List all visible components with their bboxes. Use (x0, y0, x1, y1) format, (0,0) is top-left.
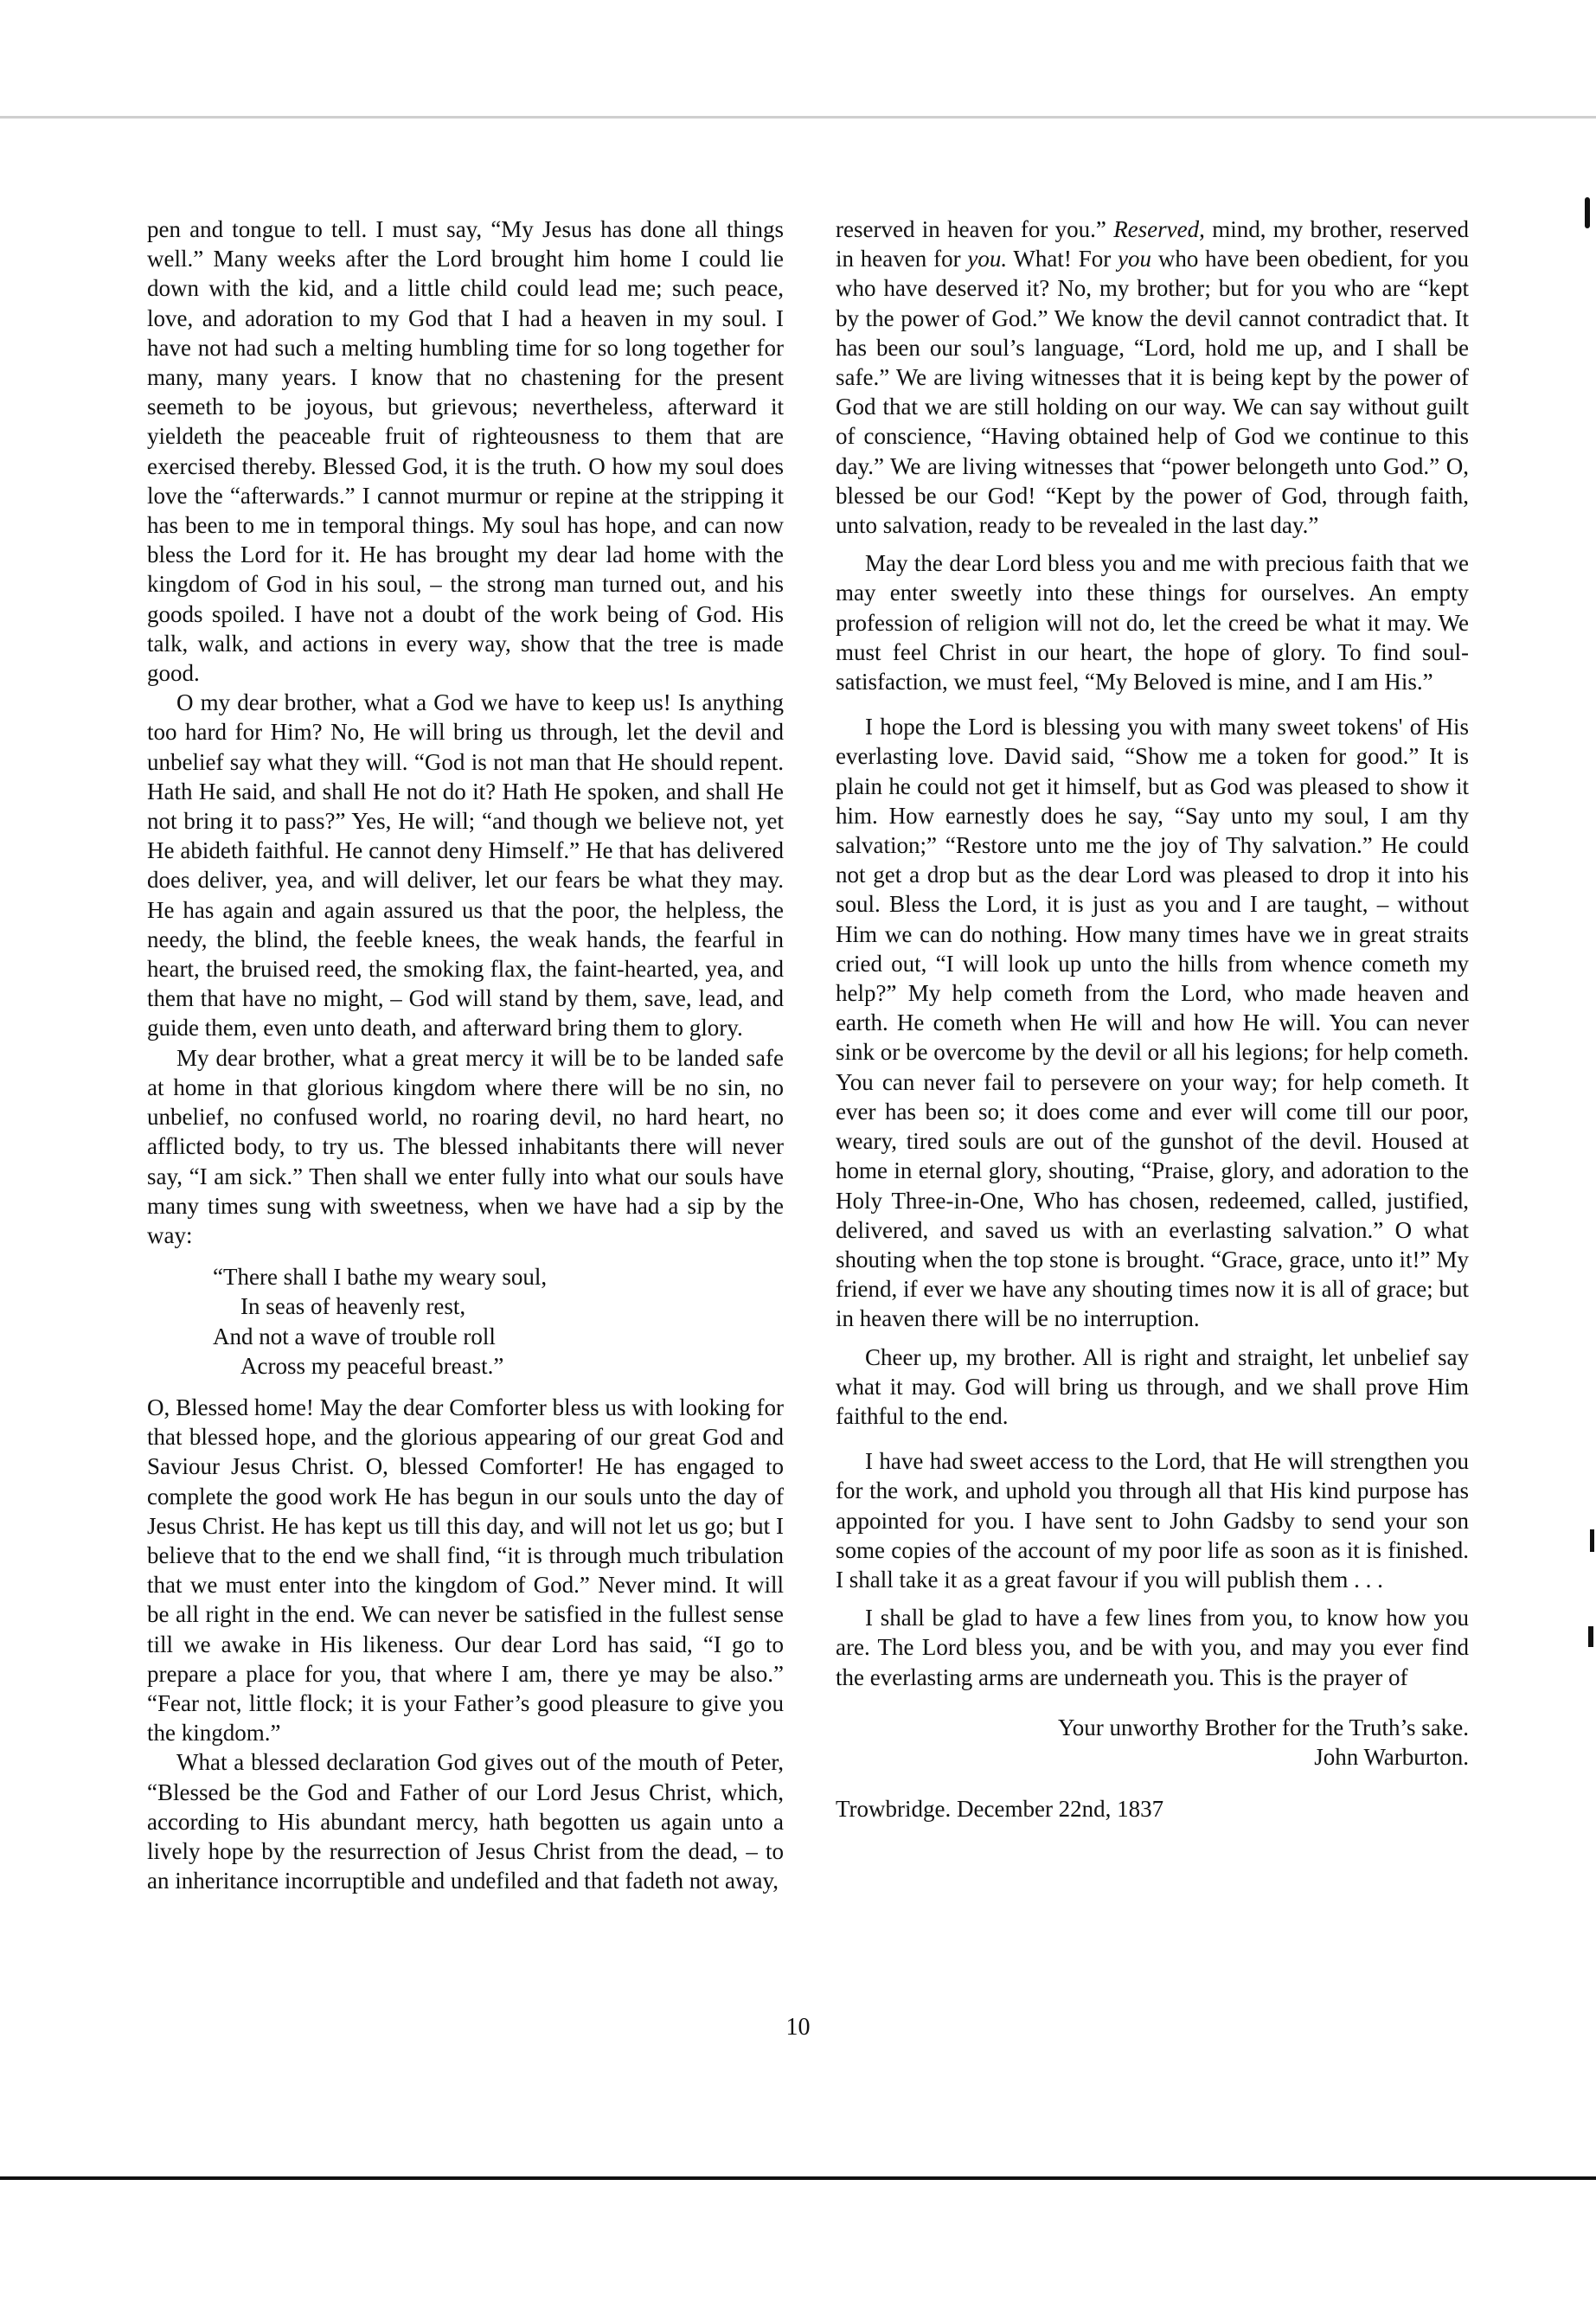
paragraph: Cheer up, my brother. All is right and straight, let unbelief say what it may. God will bring us through, and we shall prove Him faithful to the end. (836, 1343, 1469, 1429)
paragraph: What a blessed declaration God gives out of the mouth of Peter, “Blessed be the God and Father of our Lord Jesus Christ, which, according to His abundant mercy, hath begotten us again unto a lively hope by the resurrection of Jesus Christ from the dead, – to an inheritance incorruptible and undefiled and that fadeth not away, (147, 1749, 784, 1894)
emphasis: you. (967, 246, 1008, 272)
paragraph: My dear brother, what a great mercy it will be to be landed safe at home in that glorious kingdom where there will be no sin, no unbelief, no confused world, no roaring devil, no hard heart, no afflicted body, to try us. The blessed inhabitants there will never say, “I am sick.” Then shall we enter fully into what our souls have many times sung with sweetness, when we have had a sip by the way: (147, 1044, 784, 1248)
scan-edge-mark (1588, 1626, 1593, 1647)
emphasis: you (1118, 246, 1152, 272)
closing-line: Your unworthy Brother for the Truth’s sake. (1057, 1714, 1469, 1740)
paragraph: pen and tongue to tell. I must say, “My Jesus has done all things well.” Many weeks after the Lord brought him home I could lie down with the kid, and a little child could lead me; such peace, love, and adoration to my God that I had a heaven in my soul. I have not had such a melting humbling time for so long together for many, many years. I know that no chastening for the present seemeth to be joyous, but grievous; nevertheless, afterward it yieldeth the peaceable fruit of righteousness to them that are exercised thereby. Blessed God, it is the truth. O how my soul does love the “afterwards.” I cannot murmur or repine at the stripping it has been to me in temporal things. My soul has hope, and can now bless the Lord for it. He has brought my dear lad home with the kingdom of God in his soul, – the strong man turned out, and his goods spoiled. I have not a doubt of the work being of God. His talk, walk, and actions in every way, show that the tree is made good. (147, 216, 784, 687)
place-date: Trowbridge. December 22nd, 1837 (836, 1795, 1164, 1822)
scan-edge-mark (1590, 1529, 1594, 1552)
paragraph: I have had sweet access to the Lord, that He will strengthen you for the work, and uphold you through all that His kind purpose has appointed for you. I have sent to John Gadsby to send your son some copies of the account of my poor life as soon as it is finished. I shall take it as a great favour if you will publish them . . . (836, 1448, 1469, 1593)
verse-line: “There shall I bathe my weary soul, (213, 1264, 548, 1291)
left-column (147, 215, 784, 1895)
paragraph: I shall be glad to have a few lines from you, to know how you are. The Lord bless you, and be with you, and may you ever find the everlasting arms are underneath you. This is the prayer of (836, 1605, 1469, 1690)
right-column (836, 215, 1469, 1823)
paragraph: reserved in heaven for you.” Reserved, mind, my brother, reserved in heaven for you. What! For you who have been obedient, for you who have deserved it? No, my brother; but for you who are “kept by the power of God.” We know the devil cannot contradict that. It has been our soul’s language, “Lord, hold me up, and I shall be safe.” We are living witnesses that it is being kept by the power of God that we are still holding on our way. We can say without guilt of conscience, “Having obtained help of God we continue to this day.” We are living witnesses that “power belongeth unto God.” O, blessed be our God! “Kept by the power of God, through faith, unto salvation, ready to be revealed in the last day.” (836, 216, 1470, 539)
signature-block (836, 1713, 1469, 1772)
scan-edge-mark (1585, 197, 1590, 228)
paragraph: O my dear brother, what a God we have to keep us! Is anything too hard for Him? No, He will bring us through, let the devil and unbelief say what they will. “God is not man that He should repent. Hath He said, and shall He not do it? Hath He spoken, and shall He not bring it to pass?” Yes, He will; “and though we believe not, yet He abideth faithful. He cannot deny Himself.” He that has delivered does deliver, yea, and will deliver, let our fears be what they may. He has again and again assured us that the poor, the helpless, the needy, the blind, the feeble knees, the weak hands, the fearful in heart, the bruised reed, the smoking flax, the faint-hearted, yea, and them that have no might, – God will stand by them, save, lead, and guide them, even unto death, and afterward bring them to glory. (147, 689, 784, 1042)
page-number: 10 (785, 2014, 811, 2041)
verse-line: Across my peaceful breast.” (240, 1352, 504, 1379)
signature: John Warburton. (1314, 1743, 1469, 1770)
page-bottom-edge (0, 2176, 1596, 2180)
page-top-edge (0, 116, 1596, 119)
emphasis: Reserved, (1113, 216, 1205, 242)
paragraph: May the dear Lord bless you and me with precious faith that we may enter sweetly into these things for ourselves. An empty profession of religion will not do, let the creed be what it may. We must feel Christ in our heart, the hope of glory. To find soul-satisfaction, we must feel, “My Beloved is mine, and I am His.” (836, 550, 1469, 695)
paragraph: O, Blessed home! May the dear Comforter bless us with looking for that blessed hope, and the glorious appearing of our great God and Saviour Jesus Christ. O, blessed Comforter! He has engaged to complete the good work He has begun in our souls unto the day of Jesus Christ. He has kept us till this day, and will not let us go; but I believe that to the end we shall find, “it is through much tribulation that we must enter into the kingdom of God.” Never mind. It will be all right in the end. We can never be satisfied in the fullest sense till we awake in His likeness. Our dear Lord has said, “I go to prepare a place for you, that where I am, there ye may be also.” “Fear not, little flock; it is your Father’s good pleasure to give you the kingdom.” (147, 1394, 784, 1747)
paragraph: I hope the Lord is blessing you with many sweet tokens' of His everlasting love. David said, “Show me a token for good.” It is plain he could not get it himself, but as God was pleased to show it him. How earnestly does he say, “Say unto my soul, I am thy salvation;” “Restore unto me the joy of Thy salvation.” He could not get a drop but as the dear Lord was pleased to drop it into his soul. Bless the Lord, it is just as you and I are taught, – without Him we can do nothing. How many times have we in great straits cried out, “I will look up unto the hills from whence cometh my help?” My help cometh from the Lord, who made heaven and earth. He cometh when He will and how He will. You can never sink or be overcome by the devil or all his legions; for help cometh. You can never fail to persevere on your way; for help cometh. It ever has been so; it does come and ever will come till our poor, weary, tired souls are out of the gunshot of the devil. Housed at home in eternal glory, shouting, “Praise, glory, and adoration to the Holy Three-in-One, Who has chosen, redeemed, called, justified, delivered, and saved us with an everlasting salvation.” O what shouting when the top stone is brought. “Grace, grace, unto it!” My friend, if ever we have any shouting times now it is all of grace; but in heaven there will be no interruption. (836, 714, 1469, 1332)
hymn-verse (213, 1262, 784, 1381)
verse-line: In seas of heavenly rest, (240, 1293, 466, 1320)
verse-line: And not a wave of trouble roll (213, 1323, 496, 1349)
